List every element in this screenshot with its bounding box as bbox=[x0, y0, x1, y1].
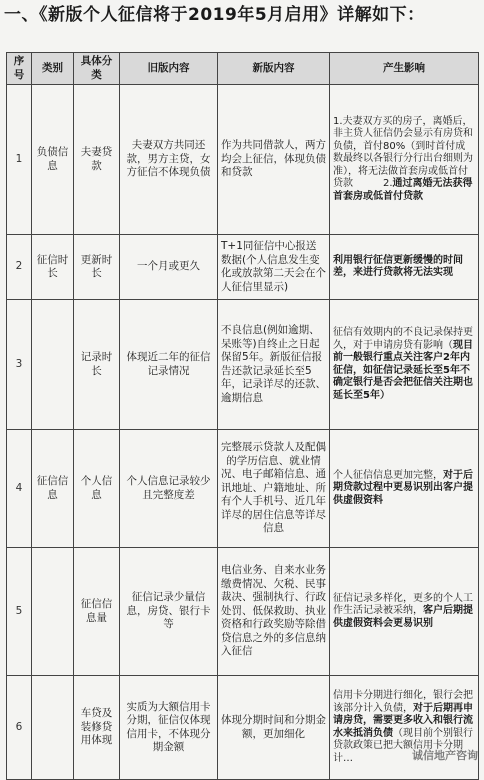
row-number: 4 bbox=[7, 430, 32, 548]
row-old: 夫妻双方共同还款，男方主贷，女方征信不体现负债 bbox=[120, 85, 218, 235]
row-sub: 夫妻贷款 bbox=[74, 85, 120, 235]
row-sub: 更新时长 bbox=[74, 235, 120, 300]
row-new: 不良信息(例如逾期、呆账等)自终止之日起保留5年。新版征信报告还款记录延长至5年，记录详尽的还款、逾期信息 bbox=[218, 300, 330, 430]
row-old: 个人信息记录较少且完整度差 bbox=[120, 430, 218, 548]
impact-text: 征信有效期内的不良记录保持更久，对于申请房贷有影响（ bbox=[333, 327, 473, 351]
row-old: 征信记录少量信息，房贷、银行卡等 bbox=[120, 548, 218, 676]
row-sub: 征信信息量 bbox=[74, 548, 120, 676]
row-number: 5 bbox=[7, 548, 32, 676]
header-category: 类别 bbox=[32, 53, 74, 85]
row-new: 电信业务、自来水业务缴费情况、欠税、民事裁决、强制执行、行政处罚、低保救助、执业资格和行政奖励等除借贷信息之外的多信息纳入征信 bbox=[218, 548, 330, 676]
impact-bold-text: 现目前一般银行重点关注客户2年内征信，如征信记录延长至5年不确定银行是否会把征信关注期也延长至5年） bbox=[333, 339, 473, 401]
header-no: 序号 bbox=[7, 53, 32, 85]
impact-text: 1.夫妻双方买的房子，离婚后，非主贷人征信仍会显示有房贷和负债，首付80%（到时首付成数最终以各银行分行出台细则为准），将无法做首套房或低首付贷款 2. bbox=[333, 115, 473, 190]
row-sub: 车贷及装修贷用体现 bbox=[74, 676, 120, 780]
row-new: 体现分期时间和分期金额，更加细化 bbox=[218, 676, 330, 780]
impact-bold-text: 对于后期再申请房贷，需要更多收入和银行流水来抵消负债 bbox=[333, 702, 473, 739]
row-old: 实质为大额信用卡分期，征信仅体现信用卡，不体现分期金额 bbox=[120, 676, 218, 780]
row-new: 完整展示贷款人及配偶的学历信息、就业情况、电子邮箱信息、通讯地址、户籍地址、所有个人手机号、近几年详尽的居住信息等详尽信息 bbox=[218, 430, 330, 548]
table-row bbox=[7, 548, 479, 676]
row-new: 作为共同借款人，两方均会上征信，体现负债和贷款 bbox=[218, 85, 330, 235]
impact-bold-text: 通过离婚无法获得首套房或低首付贷款 bbox=[333, 178, 473, 202]
row-sub: 记录时长 bbox=[74, 300, 120, 430]
header-old: 旧版内容 bbox=[120, 53, 218, 85]
row-number: 3 bbox=[7, 300, 32, 430]
impact-text: 征信记录多样化，更多的个人工作生活记录被采纳， bbox=[333, 592, 473, 617]
impact-text: 信用卡分期进行细化，银行会把该部分计入负债， bbox=[333, 690, 473, 714]
row-category bbox=[32, 300, 74, 430]
watermark: 诚信地产咨询 bbox=[412, 749, 478, 762]
table-row bbox=[7, 430, 479, 548]
row-impact bbox=[330, 548, 479, 676]
table-row bbox=[7, 235, 479, 300]
header-new: 新版内容 bbox=[218, 53, 330, 85]
row-category: 负债信息 bbox=[32, 85, 74, 235]
header-sub: 具体分类 bbox=[74, 53, 120, 85]
row-impact bbox=[330, 235, 479, 300]
table-header-row bbox=[7, 53, 479, 85]
table-row bbox=[7, 300, 479, 430]
impact-bold-text: 利用银行征信更新缓慢的时间差，来进行贷款将无法实现 bbox=[333, 254, 463, 278]
impact-bold-text: 对于后期贷款过程中更易识别出客户提供虚假资料 bbox=[333, 469, 473, 506]
row-number: 6 bbox=[7, 676, 32, 780]
row-impact bbox=[330, 85, 479, 235]
row-impact bbox=[330, 676, 479, 780]
row-old: 一个月或更久 bbox=[120, 235, 218, 300]
row-impact bbox=[330, 430, 479, 548]
row-impact bbox=[330, 300, 479, 430]
impact-text: 个人征信信息更加完整， bbox=[333, 469, 443, 481]
row-old: 体现近二年的征信记录情况 bbox=[120, 300, 218, 430]
row-number: 2 bbox=[7, 235, 32, 300]
table-row bbox=[7, 676, 479, 780]
row-number: 1 bbox=[7, 85, 32, 235]
row-new: T+1同征信中心报送数据(个人信息发生变化或放款第二天会在个人征信里显示) bbox=[218, 235, 330, 300]
impact-tail-text: （现目前个别银行贷款政策已把大额信用卡分期计… bbox=[333, 727, 473, 764]
row-category: 征信信息 bbox=[32, 430, 74, 548]
impact-bold-text: 客户后期提供虚假资料会更易识别 bbox=[333, 605, 473, 629]
page-title: 一、《新版个人征信将于2019年5月启用》详解如下： bbox=[4, 5, 425, 25]
row-category: 征信时长 bbox=[32, 235, 74, 300]
header-impact: 产生影响 bbox=[330, 53, 479, 85]
row-sub: 个人信息 bbox=[74, 430, 120, 548]
credit-comparison-table bbox=[6, 52, 479, 780]
row-category bbox=[32, 548, 74, 676]
row-category bbox=[32, 676, 74, 780]
table-row bbox=[7, 85, 479, 235]
